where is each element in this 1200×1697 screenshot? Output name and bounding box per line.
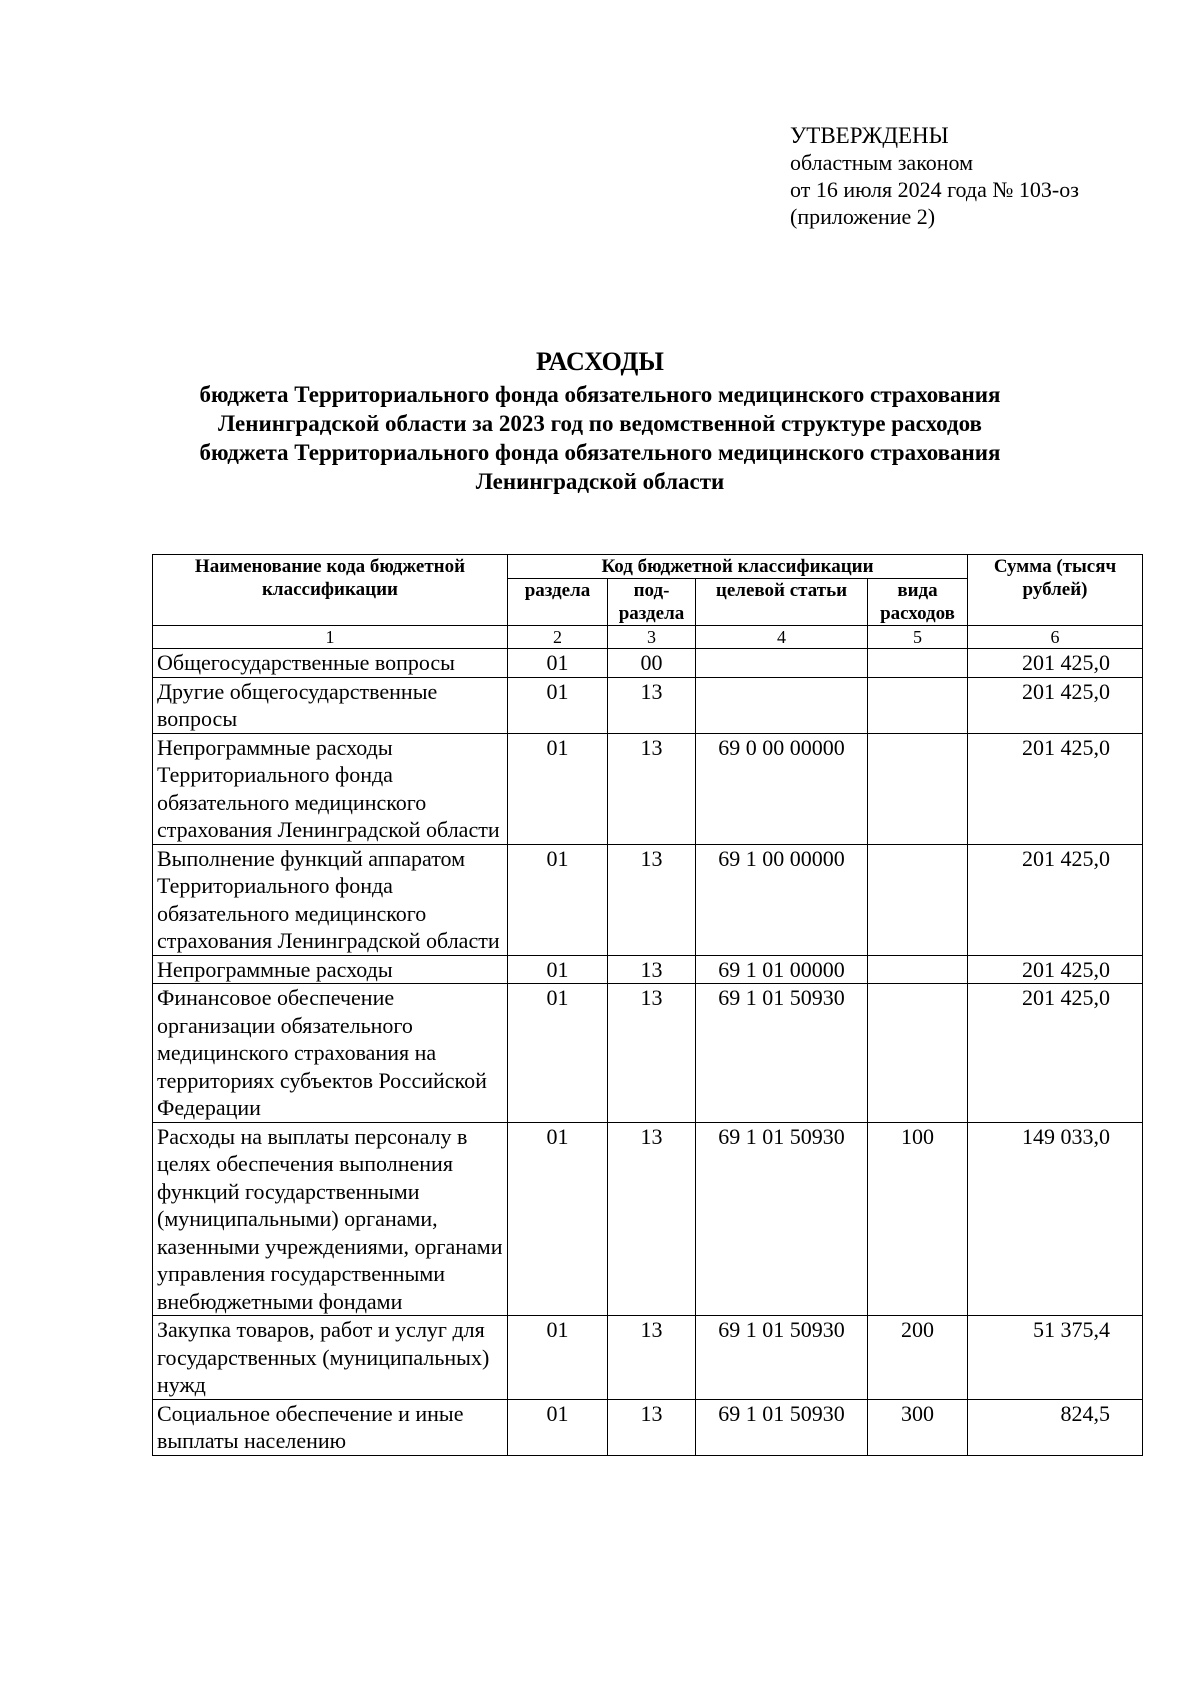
row-section: 01 — [508, 733, 608, 844]
row-sum: 149 033,0 — [968, 1122, 1143, 1316]
table-row — [153, 955, 1143, 984]
table-row — [153, 1122, 1143, 1316]
row-target: 69 1 01 50930 — [696, 984, 868, 1123]
row-name: Закупка товаров, работ и услуг для государственных (муниципальных) нужд — [153, 1316, 508, 1400]
row-name: Другие общегосударственные вопросы — [153, 677, 508, 733]
row-type — [868, 955, 968, 984]
document-title — [150, 345, 1050, 496]
column-number: 1 — [153, 626, 508, 649]
column-number: 3 — [608, 626, 696, 649]
row-type: 100 — [868, 1122, 968, 1316]
row-sum: 201 425,0 — [968, 955, 1143, 984]
row-type: 300 — [868, 1399, 968, 1455]
row-type — [868, 733, 968, 844]
row-section: 01 — [508, 844, 608, 955]
table-row — [153, 649, 1143, 678]
row-name: Финансовое обеспечение организации обязательного медицинского страхования на территориях субъектов Российской Федерации — [153, 984, 508, 1123]
title-line-4: Ленинградской области — [475, 469, 725, 494]
row-subsection: 13 — [608, 733, 696, 844]
table-row — [153, 844, 1143, 955]
row-name: Общегосударственные вопросы — [153, 649, 508, 678]
approval-head: УТВЕРЖДЕНЫ — [790, 123, 949, 148]
row-target: 69 1 01 50930 — [696, 1399, 868, 1455]
row-sum: 201 425,0 — [968, 649, 1143, 678]
table-row — [153, 677, 1143, 733]
header-target: целевой статьи — [696, 579, 868, 626]
row-type — [868, 984, 968, 1123]
row-target — [696, 649, 868, 678]
row-name: Выполнение функций аппаратом Территориального фонда обязательного медицинского страхования Ленинградской области — [153, 844, 508, 955]
row-sum: 51 375,4 — [968, 1316, 1143, 1400]
row-target: 69 1 01 50930 — [696, 1316, 868, 1400]
row-section: 01 — [508, 1316, 608, 1400]
row-subsection: 13 — [608, 955, 696, 984]
header-subsection: под-раздела — [608, 579, 696, 626]
row-target: 69 1 01 00000 — [696, 955, 868, 984]
row-section: 01 — [508, 984, 608, 1123]
row-type — [868, 649, 968, 678]
column-number: 5 — [868, 626, 968, 649]
row-sum: 201 425,0 — [968, 733, 1143, 844]
row-type — [868, 677, 968, 733]
row-subsection: 13 — [608, 984, 696, 1123]
row-name: Непрограммные расходы — [153, 955, 508, 984]
row-target: 69 1 00 00000 — [696, 844, 868, 955]
row-section: 01 — [508, 677, 608, 733]
row-type — [868, 844, 968, 955]
column-number: 2 — [508, 626, 608, 649]
title-line-1: бюджета Территориального фонда обязательного медицинского страхования — [199, 382, 1001, 407]
row-sum: 201 425,0 — [968, 677, 1143, 733]
approval-line-1: областным законом — [790, 150, 974, 175]
row-sum: 201 425,0 — [968, 844, 1143, 955]
header-code-group: Код бюджетной классификации — [508, 555, 968, 579]
row-target — [696, 677, 868, 733]
row-name: Расходы на выплаты персоналу в целях обеспечения выполнения функций государственными (муниципальными) органами, казенными учреждениями, органами управления государственными внебюджетными фондами — [153, 1122, 508, 1316]
table-row — [153, 984, 1143, 1123]
row-section: 01 — [508, 649, 608, 678]
row-subsection: 13 — [608, 677, 696, 733]
expenses-table — [152, 554, 1143, 1456]
row-subsection: 13 — [608, 1399, 696, 1455]
row-subsection: 13 — [608, 844, 696, 955]
row-target: 69 0 00 00000 — [696, 733, 868, 844]
row-subsection: 00 — [608, 649, 696, 678]
row-name: Непрограммные расходы Территориального фонда обязательного медицинского страхования Ленинградской области — [153, 733, 508, 844]
column-number-row — [153, 626, 1143, 649]
approval-line-3: (приложение 2) — [790, 204, 936, 229]
header-type: вида расходов — [868, 579, 968, 626]
column-number: 4 — [696, 626, 868, 649]
header-name: Наименование кода бюджетной классификации — [153, 555, 508, 626]
table-row — [153, 733, 1143, 844]
row-section: 01 — [508, 1399, 608, 1455]
row-section: 01 — [508, 955, 608, 984]
row-section: 01 — [508, 1122, 608, 1316]
column-number: 6 — [968, 626, 1143, 649]
title-main: РАСХОДЫ — [536, 347, 664, 376]
approval-stamp — [790, 122, 1079, 230]
header-sum: Сумма (тысяч рублей) — [968, 555, 1143, 626]
table-row — [153, 1316, 1143, 1400]
row-name: Социальное обеспечение и иные выплаты населению — [153, 1399, 508, 1455]
approval-line-2: от 16 июля 2024 года № 103-оз — [790, 177, 1079, 202]
table-row — [153, 1399, 1143, 1455]
row-sum: 824,5 — [968, 1399, 1143, 1455]
row-subsection: 13 — [608, 1316, 696, 1400]
row-target: 69 1 01 50930 — [696, 1122, 868, 1316]
header-section: раздела — [508, 579, 608, 626]
row-type: 200 — [868, 1316, 968, 1400]
title-line-3: бюджета Территориального фонда обязательного медицинского страхования — [199, 440, 1001, 465]
title-line-2: Ленинградской области за 2023 год по ведомственной структуре расходов — [218, 411, 982, 436]
row-sum: 201 425,0 — [968, 984, 1143, 1123]
row-subsection: 13 — [608, 1122, 696, 1316]
